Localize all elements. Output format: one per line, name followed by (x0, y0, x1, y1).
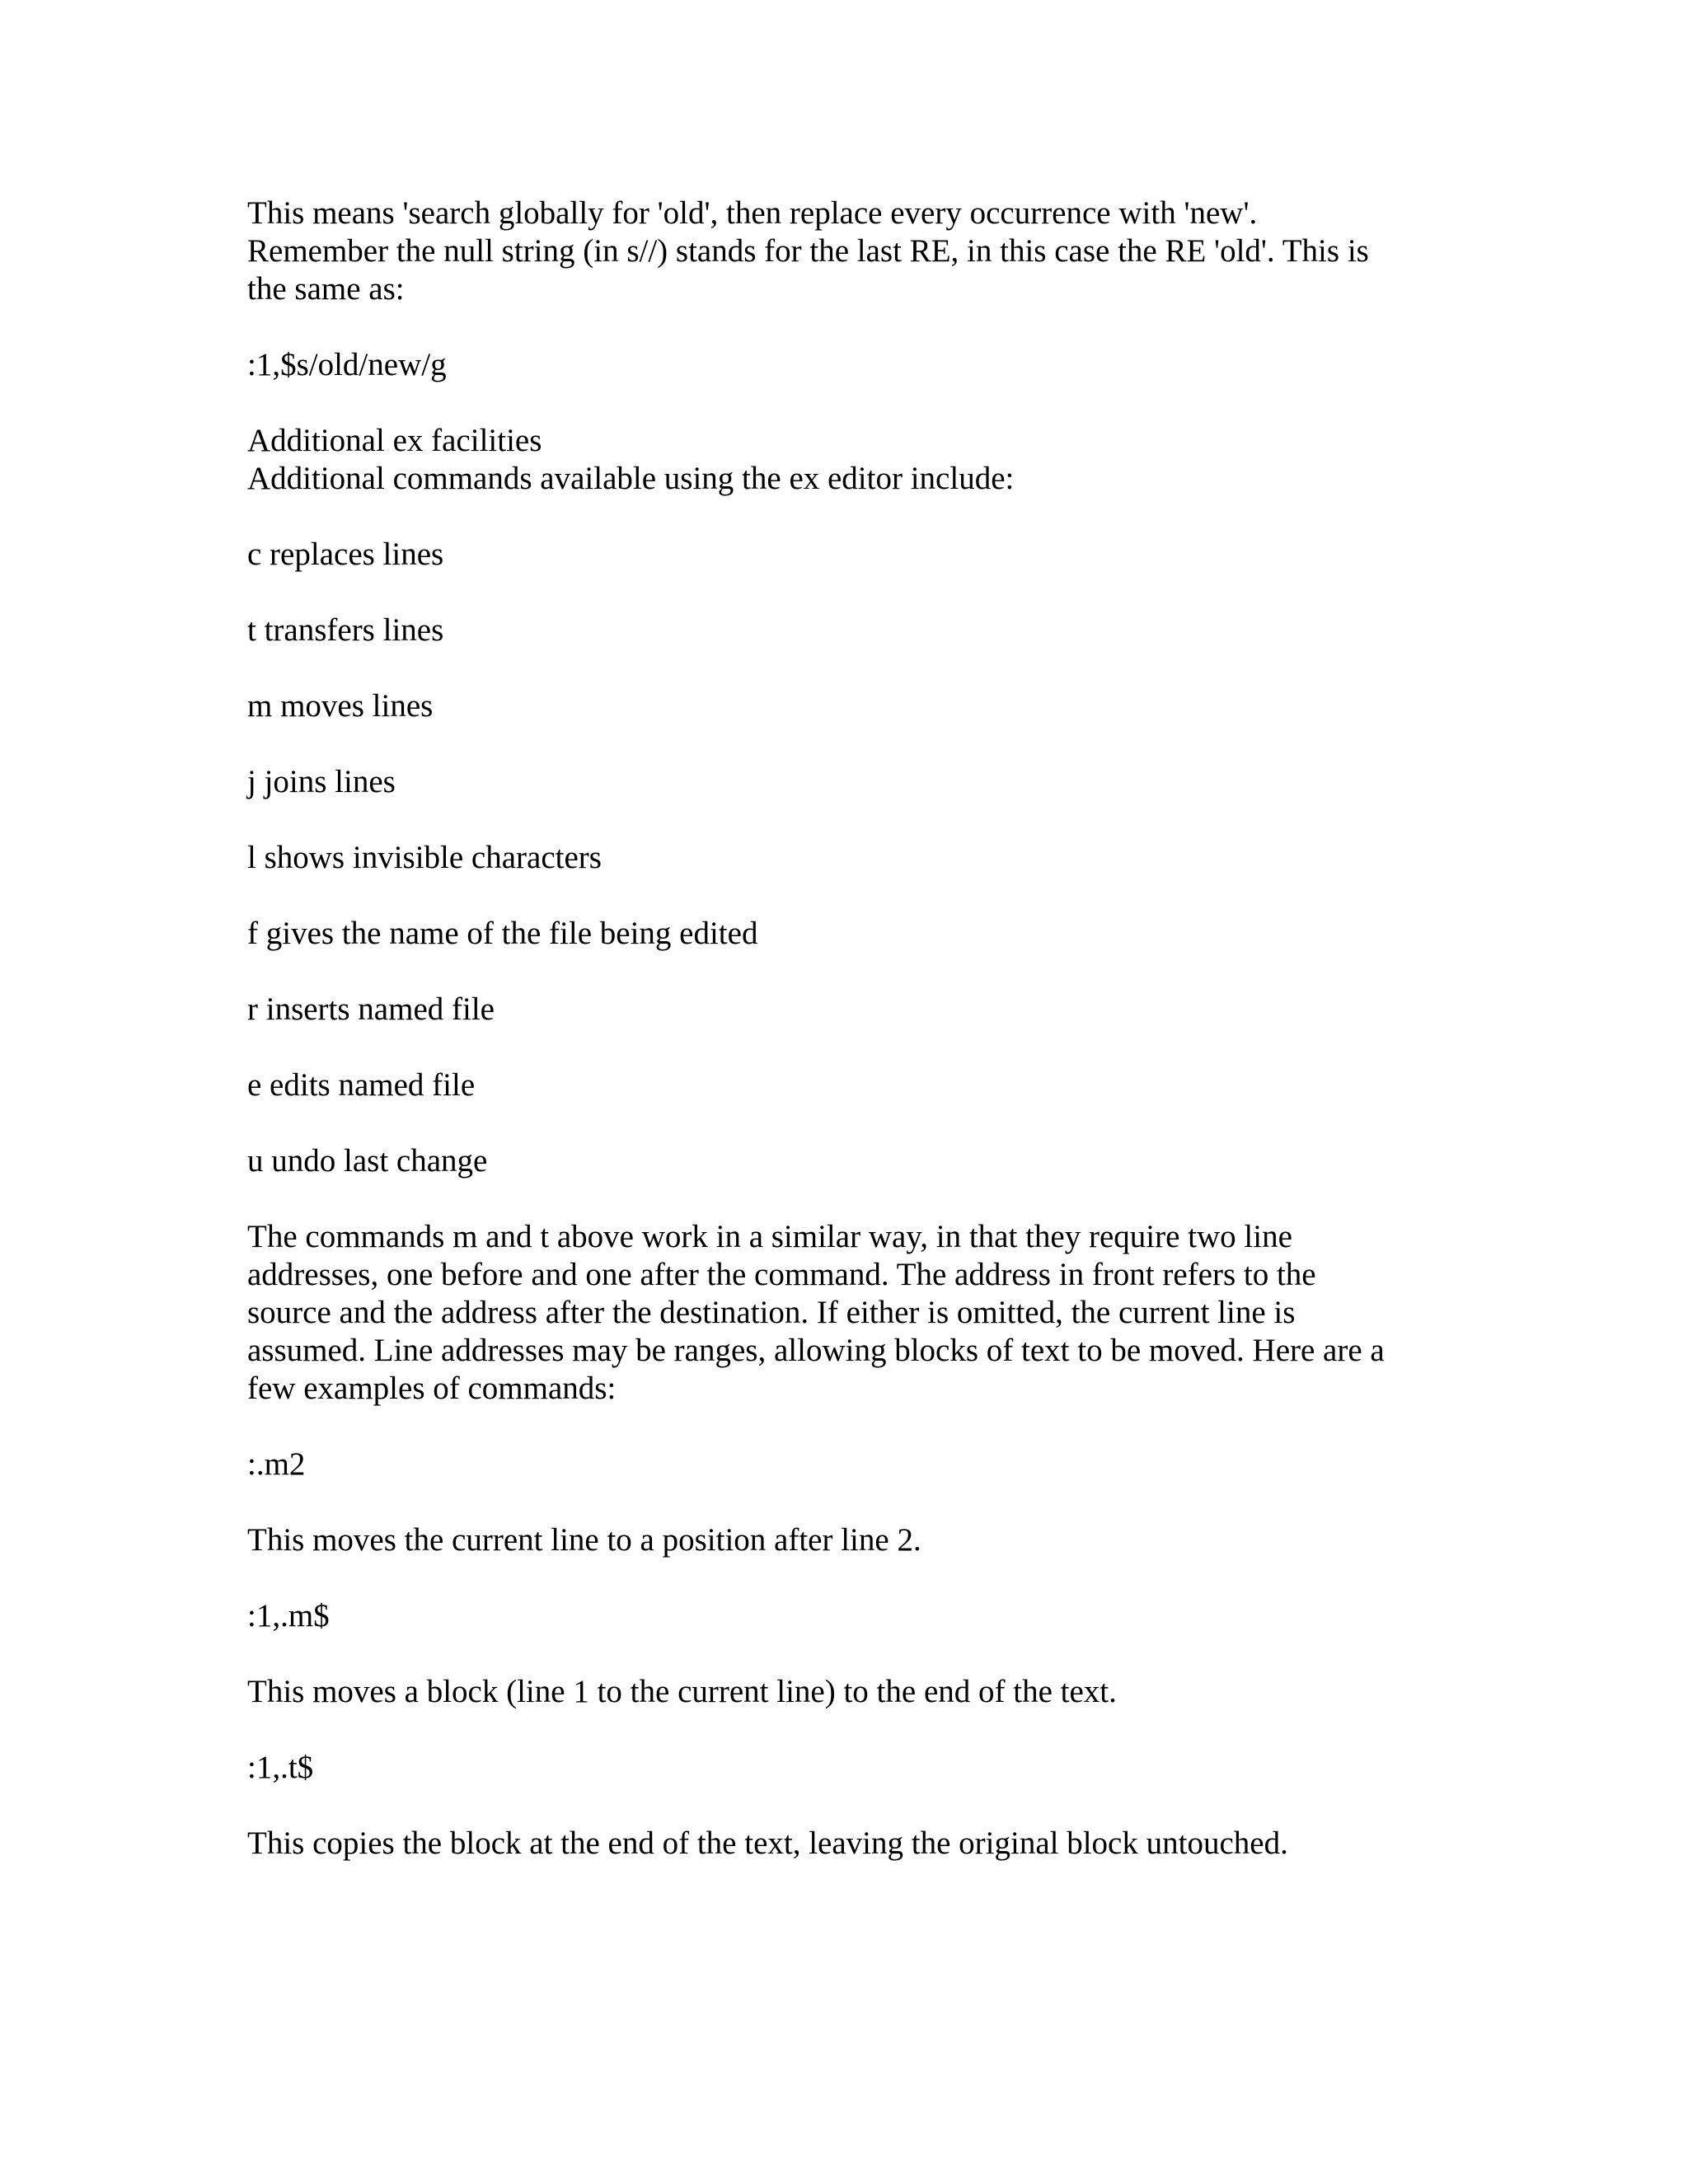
command-list-item: j joins lines (247, 764, 396, 799)
intro-paragraph (247, 194, 1426, 308)
example-command: :1,.t$ (247, 1750, 314, 1785)
explanation-paragraph (247, 1218, 1426, 1408)
explanation-line: source and the address after the destination. If either is omitted, the current line is (247, 1295, 1296, 1330)
command-list-item: t transfers lines (247, 612, 444, 648)
command-list-item: f gives the name of the file being edited (247, 916, 758, 951)
explanation-line: assumed. Line addresses may be ranges, allowing blocks of text to be moved. Here are a (247, 1333, 1385, 1368)
intro-line: the same as: (247, 271, 405, 307)
command-list-item: l shows invisible characters (247, 840, 602, 875)
explanation-line: addresses, one before and one after the command. The address in front refers to the (247, 1257, 1316, 1292)
explanation-line: The commands m and t above work in a similar way, in that they require two line (247, 1219, 1292, 1254)
explanation-line: few examples of commands: (247, 1371, 617, 1406)
section-intro: Additional commands available using the ex editor include: (247, 461, 1015, 496)
section-block (247, 422, 1426, 498)
example-description: This copies the block at the end of the text, leaving the original block untouched. (247, 1825, 1288, 1861)
section-heading: Additional ex facilities (247, 423, 542, 458)
command-list-item: r inserts named file (247, 991, 495, 1027)
example-command: :1,.m$ (247, 1598, 330, 1633)
document-body (247, 194, 1426, 1863)
command-list-item: c replaces lines (247, 537, 444, 572)
command-list-item: u undo last change (247, 1143, 488, 1179)
command-list-item: e edits named file (247, 1067, 476, 1103)
example-description: This moves the current line to a position after line 2. (247, 1522, 921, 1558)
example-command: :.m2 (247, 1446, 306, 1482)
example-description: This moves a block (line 1 to the current line) to the end of the text. (247, 1674, 1117, 1709)
intro-line: This means 'search globally for 'old', then replace every occurrence with 'new'. (247, 195, 1258, 231)
intro-line: Remember the null string (in s//) stands for the last RE, in this case the RE 'old'. This is (247, 233, 1369, 269)
command-global-replace: :1,$s/old/new/g (247, 347, 447, 382)
command-list-item: m moves lines (247, 688, 434, 724)
